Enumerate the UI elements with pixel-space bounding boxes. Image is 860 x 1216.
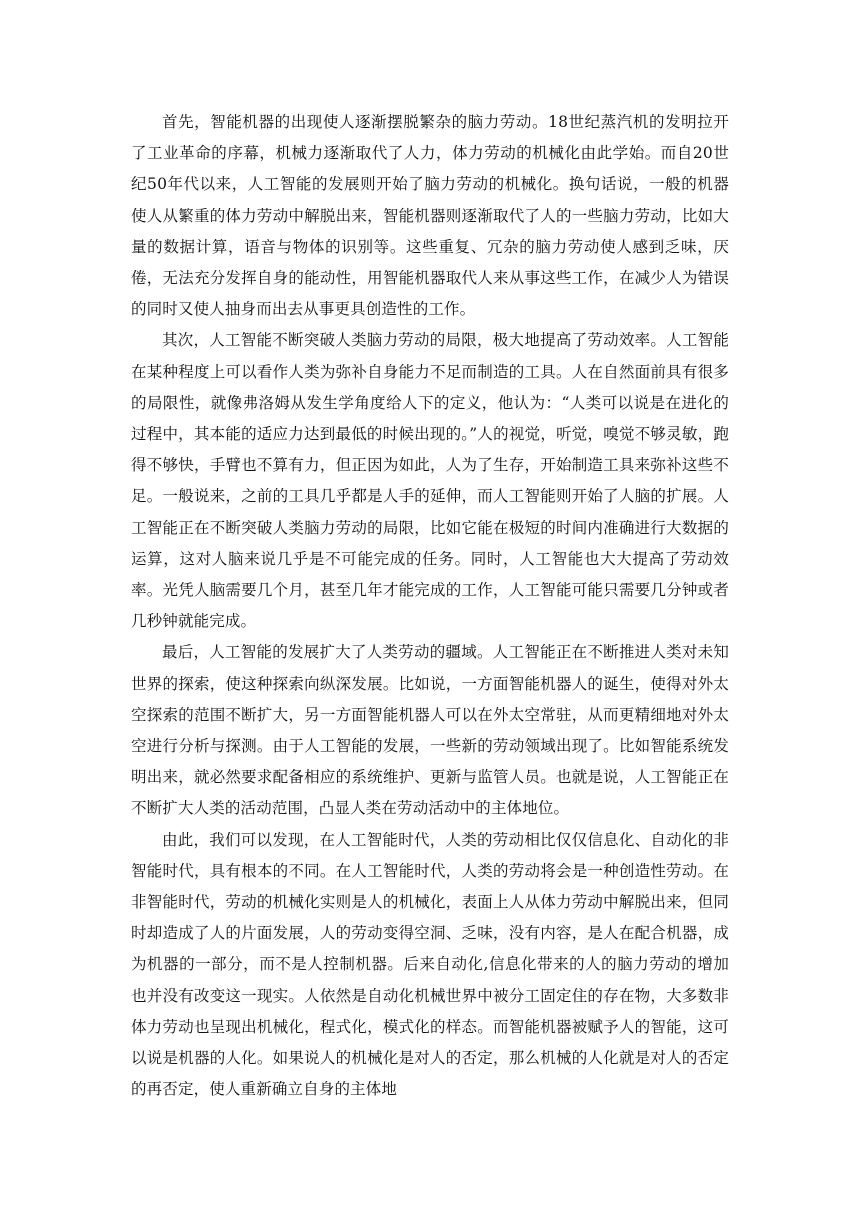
- paragraph-2: 其次，人工智能不断突破人类脑力劳动的局限，极大地提高了劳动效率。人工智能在某种程度上可以看作人类为弥补自身能力不足而制造的工具。人在自然面前具有很多的局限性，就像弗洛姆从发生学角度给人下的定义，他认为：“人类可以说是在进化的过程中，其本能的适应力达到最低的时候出现的。”人的视觉，听觉，嗅觉不够灵敏，跑得不够快，手臂也不算有力，但正因为如此，人为了生存，开始制造工具来弥补这些不足。一般说来，之前的工具几乎都是人手的延伸，而人工智能则开始了人脑的扩展。人工智能正在不断突破人类脑力劳动的局限，比如它能在极短的时间内准确进行大数据的运算，这对人脑来说几乎是不可能完成的任务。同时，人工智能也大大提高了劳动效率。光凭人脑需要几个月，甚至几年才能完成的工作，人工智能可能只需要几分钟或者几秒钟就能完成。: [131, 331, 729, 631]
- paragraph-4: 由此，我们可以发现，在人工智能时代，人类的劳动相比仅仅信息化、自动化的非智能时代，具有根本的不同。在人工智能时代，人类的劳动将会是一种创造性劳动。在非智能时代，劳动的机械化实则是人的机械化，表面上人从体力劳动中解脱出来，但同时却造成了人的片面发展，人的劳动变得空洞、乏味，没有内容，是人在配合机器，成为机器的一部分，而不是人控制机器。后来自动化,信息化带来的人的脑力劳动的增加也并没有改变这一现实。人依然是自动化机械世界中被分工固定住的存在物，大多数非体力劳动也呈现出机械化，程式化，模式化的样态。而智能机器被赋予人的智能，这可以说是机器的人化。如果说人的机械化是对人的否定，那么机械的人化就是对人的否定的再否定，使人重新确立自身的主体地: [131, 830, 729, 1099]
- paragraph-1: 首先，智能机器的出现使人逐渐摆脱繁杂的脑力劳动。18世纪蒸汽机的发明拉开了工业革命的序幕，机械力逐渐取代了人力，体力劳动的机械化由此学始。而自20世纪50年代以来，人工智能的发展则开始了脑力劳动的机械化。换句话说，一般的机器使人从繁重的体力劳动中解脱出来，智能机器则逐渐取代了人的一些脑力劳动，比如大量的数据计算，语音与物体的识别等。这些重复、冗杂的脑力劳动使人感到乏味，厌倦，无法充分发挥自身的能动性，用智能机器取代人来从事这些工作，在减少人为错误的同时又使人抽身而出去从事更具创造性的工作。: [131, 113, 729, 319]
- body-text: [131, 107, 729, 1106]
- paragraph-3: 最后，人工智能的发展扩大了人类劳动的疆域。人工智能正在不断推进人类对未知世界的探索，使这种探索向纵深发展。比如说，一方面智能机器人的诞生，使得对外太空探索的范围不断扩大，另一方面智能机器人可以在外太空常驻，从而更精细地对外太空进行分析与探测。由于人工智能的发展，一些新的劳动领域出现了。比如智能系统发明出来，就必然要求配备相应的系统维护、更新与监管人员。也就是说，人工智能正在不断扩大人类的活动范围，凸显人类在劳动活动中的主体地位。: [131, 643, 729, 818]
